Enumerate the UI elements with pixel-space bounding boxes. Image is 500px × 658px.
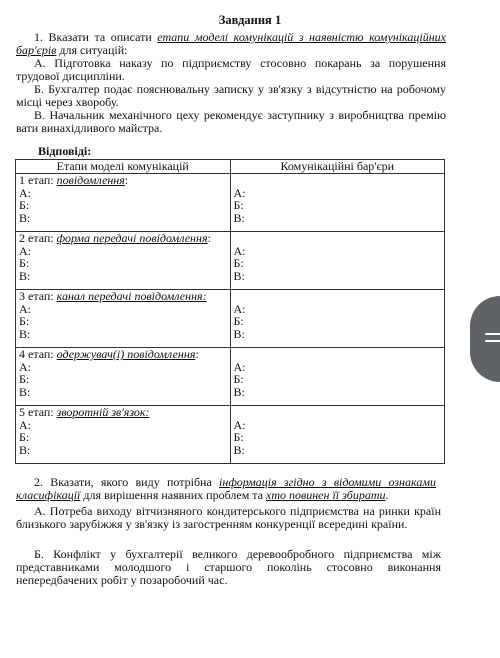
- stage-line-b: Б:: [19, 314, 30, 328]
- stage-line-a: А:: [19, 243, 31, 258]
- barrier-cell: [230, 348, 445, 406]
- task1-item-b: Б. Бухгалтер подає пояснювальну записку у зв'язку з відсутністю на робочому місці через хворобу.: [16, 82, 446, 109]
- task2-item-a: А. Потреба виходу вітчизняного кондитерського підприємства на ринки країн близького зарубіжжя у зв'язку із загостренням конкуренції всередині країни.: [16, 504, 441, 531]
- stage-cell: [16, 290, 231, 348]
- barrier-line-v: В:: [233, 384, 245, 399]
- table-header-row: [16, 160, 445, 174]
- barrier-line-v: В:: [233, 442, 245, 457]
- barrier-line-v: В:: [233, 326, 245, 341]
- header-barriers: Комунікаційні бар'єри: [230, 160, 445, 174]
- floating-menu-button[interactable]: [470, 296, 500, 382]
- task1-intro-emphasis: етапи моделі комунікацій з наявністю комунікаційних бар'єрів: [16, 30, 446, 57]
- menu-icon: [485, 333, 500, 335]
- stage-line-b: Б:: [19, 198, 30, 212]
- task-title: Завдання 1: [218, 13, 282, 27]
- stage-line-b: Б:: [19, 372, 30, 386]
- stage-title: 2 етап: форма передачі повідомлення:: [19, 231, 211, 245]
- stage-line-v: В:: [19, 210, 31, 225]
- task2-intro-mid: для вирішення наявних проблем та: [80, 488, 267, 502]
- barrier-line-a: А:: [233, 417, 246, 432]
- barrier-cell: [230, 174, 445, 232]
- table-row: [16, 348, 445, 406]
- barrier-line-b: Б:: [233, 430, 244, 444]
- stage-line-a: А:: [19, 359, 31, 374]
- stage-line-a: А:: [19, 301, 31, 316]
- barrier-line-b: Б:: [233, 198, 244, 212]
- barrier-line-v: В:: [233, 268, 245, 283]
- stage-line-b: Б:: [19, 430, 30, 444]
- barrier-line-a: А:: [233, 243, 246, 258]
- stage-line-v: В:: [19, 268, 31, 283]
- menu-icon: [485, 340, 500, 342]
- stage-line-b: Б:: [19, 256, 30, 270]
- stage-line-v: В:: [19, 442, 31, 457]
- stage-line-v: В:: [19, 326, 31, 341]
- barrier-cell: [230, 232, 445, 290]
- stage-cell: [16, 232, 231, 290]
- stage-cell: [16, 174, 231, 232]
- barrier-cell: [230, 290, 445, 348]
- table-row: [16, 290, 445, 348]
- task2-intro-suffix: .: [385, 488, 389, 502]
- barrier-line-a: А:: [233, 359, 246, 374]
- stage-cell: [16, 406, 231, 464]
- task1-intro: [16, 31, 446, 57]
- task1-intro-suffix: для ситуацій:: [56, 43, 128, 57]
- table-row: [16, 406, 445, 464]
- table-row: [16, 174, 445, 232]
- barrier-line-b: Б:: [233, 256, 244, 270]
- stage-title: 5 етап: зворотній зв'язок:: [19, 405, 150, 419]
- stage-line-v: В:: [19, 384, 31, 399]
- barrier-cell: [230, 406, 445, 464]
- task1-intro-prefix: 1. Вказати та описати: [34, 30, 158, 44]
- task2-intro-prefix: 2. Вказати, якого виду потрібна: [34, 475, 220, 489]
- task2-intro: [16, 476, 436, 502]
- task1-item-v: В. Начальник механічного цеху рекомендує заступнику з виробництва премію вати винахідливого майстра.: [16, 108, 446, 135]
- table-row: [16, 232, 445, 290]
- task1-item-a: А. Підготовка наказу по підприємству стосовно покарань за порушення трудової дисципліни.: [16, 56, 446, 83]
- answers-label: Відповіді:: [38, 144, 92, 158]
- stage-cell: [16, 348, 231, 406]
- barrier-line-a: А:: [233, 301, 246, 316]
- stage-title: 3 етап: канал передачі повідомлення:: [19, 289, 207, 303]
- task2-intro-emphasis-1: інформація згідно з відомими ознаками класифікації: [16, 475, 436, 502]
- stage-line-a: А:: [19, 417, 31, 432]
- barrier-line-v: В:: [233, 210, 245, 225]
- stage-title: 1 етап: повідомлення:: [19, 173, 129, 187]
- stage-line-a: А:: [19, 185, 31, 200]
- barrier-line-a: А:: [233, 185, 246, 200]
- task2-intro-emphasis-2: хто повинен її збирати: [266, 488, 386, 502]
- barrier-line-b: Б:: [233, 314, 244, 328]
- header-stages: Етапи моделі комунікацій: [16, 160, 231, 174]
- task2-item-b: Б. Конфлікт у бухгалтерії великого деревообробного підприємства між представниками молодшого і старшого поколінь стосовно виконання непередбачених робіт у позаробочий час.: [16, 547, 441, 587]
- barrier-line-b: Б:: [233, 372, 244, 386]
- communication-model-table: [15, 159, 445, 464]
- stage-title: 4 етап: одержувач(і) повідомлення:: [19, 347, 199, 361]
